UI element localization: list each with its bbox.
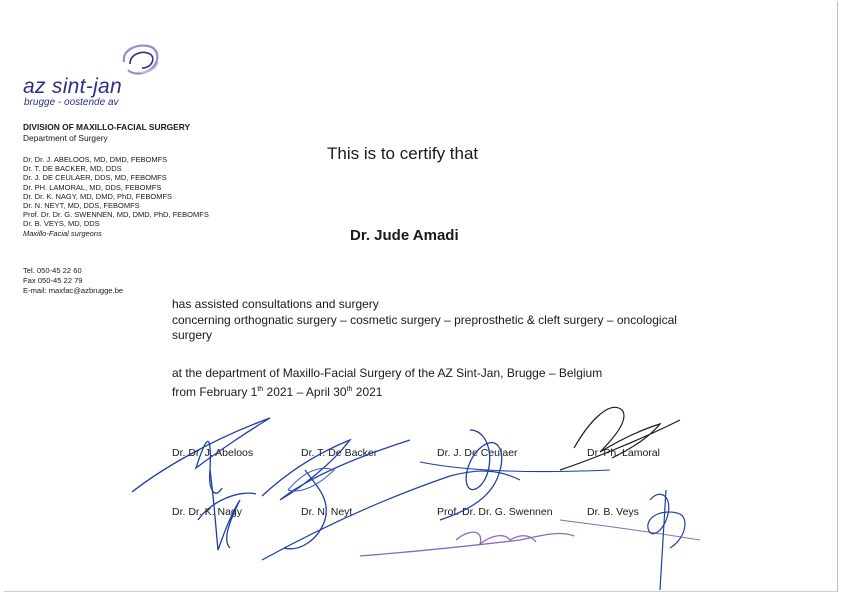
signatory-deceulaer: Dr. J. De Ceulaer	[437, 447, 518, 459]
contact-fax: Fax 050-45 22 79	[23, 276, 83, 285]
signatory-veys: Dr. B. Veys	[587, 506, 639, 518]
body-line-3: surgery	[172, 328, 213, 342]
department-name: Department of Surgery	[23, 133, 108, 143]
logo-name: az sint-jan	[23, 75, 123, 98]
staff-member: Dr. N. NEYT, MD, DDS, FEBOMFS	[23, 201, 140, 211]
recipient-name: Dr. Jude Amadi	[350, 227, 459, 244]
staff-member: Dr. J. DE CEULAER, DDS, MD, FEBOMFS	[23, 173, 167, 183]
certificate-heading: This is to certify that	[327, 144, 479, 163]
certificate-body	[172, 297, 792, 344]
signatory-neyt: Dr. N. Neyt	[301, 506, 353, 518]
staff-member: Dr. T. DE BACKER, MD, DDS	[23, 164, 122, 174]
date-range	[172, 382, 792, 401]
staff-member: Prof. Dr. Dr. G. SWENNEN, MD, DMD, PhD, FEBOMFS	[23, 210, 209, 220]
date-mid: 2021 – April 30	[263, 384, 347, 399]
logo-subtitle: brugge - oostende av	[24, 97, 119, 108]
signatory-swennen: Prof. Dr. Dr. G. Swennen	[437, 506, 553, 518]
body-line-4: at the department of Maxillo-Facial Surgery of the AZ Sint-Jan, Brugge – Belgium	[172, 366, 603, 380]
logo-swirl-icon	[118, 42, 162, 80]
staff-member: Dr. Dr. J. ABELOOS, MD, DMD, FEBOMFS	[23, 155, 168, 164]
signatory-nagy: Dr. Dr. K. Nagy	[172, 506, 243, 518]
body-line-2: concerning orthognatic surgery – cosmetic surgery – preprosthetic & cleft surgery – oncological	[172, 312, 677, 327]
date-sup-2: th	[346, 385, 353, 393]
date-prefix: from February 1	[172, 384, 258, 399]
staff-member: Dr. PH. LAMORAL, MD, DDS, FEBOMFS	[23, 182, 162, 192]
staff-footer: Maxillo-Facial surgeons	[23, 228, 102, 238]
signatory-debacker: Dr. T. De Backer	[301, 447, 378, 459]
staff-member: Dr. B. VEYS, MD, DDS	[23, 219, 100, 229]
body-line-1: has assisted consultations and surgery	[172, 297, 379, 311]
signatory-lamoral: Dr. Ph. Lamoral	[587, 447, 660, 459]
staff-member: Dr. Dr. K. NAGY, MD, DMD, PhD, FEBOMFS	[23, 191, 173, 201]
certificate-location	[172, 366, 792, 400]
division-title: DIVISION OF MAXILLO-FACIAL SURGERY	[23, 122, 191, 132]
contact-tel: Tel. 050-45 22 60	[23, 266, 82, 275]
contact-block	[23, 266, 123, 296]
date-sup-1: th	[257, 385, 264, 393]
contact-email: E-mail: maxfac@azbrugge.be	[23, 286, 124, 295]
signatory-abeloos: Dr. Dr. J. Abeloos	[172, 447, 254, 459]
date-suffix: 2021	[352, 384, 383, 399]
staff-list	[23, 155, 209, 238]
